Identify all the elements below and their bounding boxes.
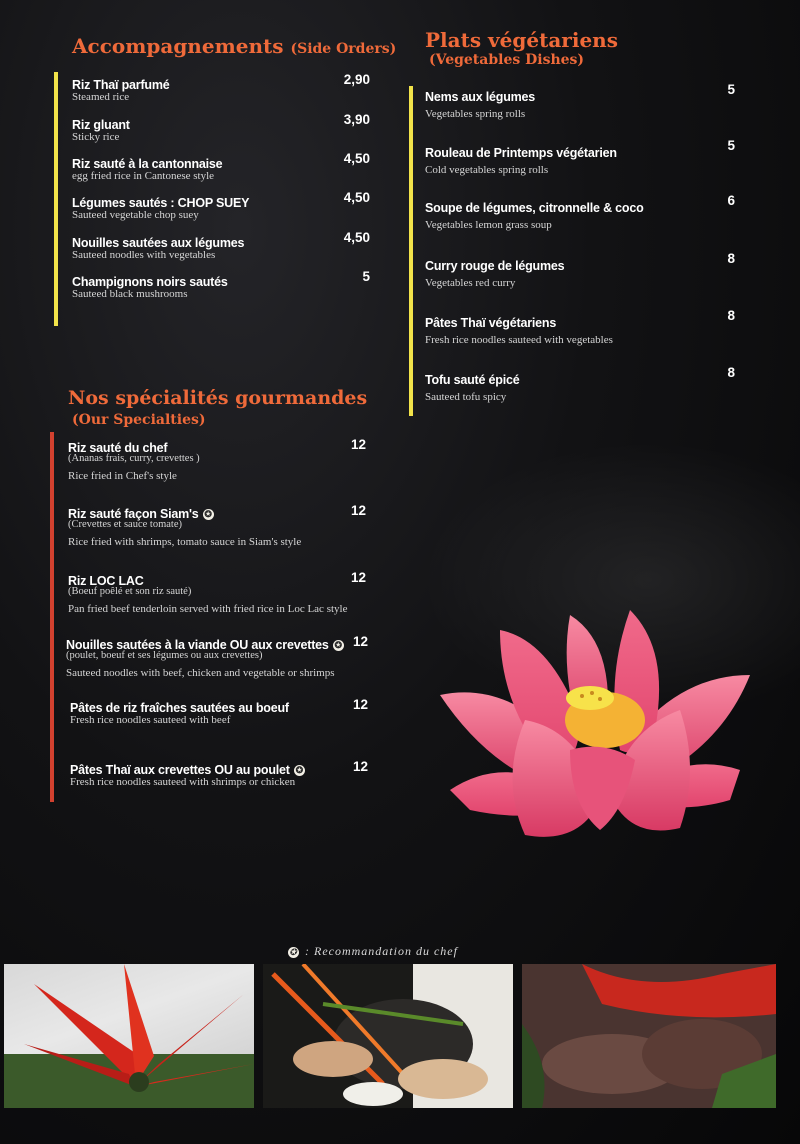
item-name: Soupe de légumes, citronnelle & coco: [425, 201, 644, 215]
item-description: Fresh rice noodles sauteed with vegetables: [425, 334, 613, 346]
item-name: Tofu sauté épicé: [425, 373, 520, 387]
item-description: Sauteed noodles with beef, chicken and vegetable or shrimps: [66, 667, 335, 679]
item-description: Steamed rice: [72, 91, 130, 103]
item-name: [70, 701, 289, 715]
menu-item: [425, 138, 745, 180]
menu-item: [66, 634, 386, 682]
photo-red-flower: [4, 964, 254, 1108]
item-description: Sauteed vegetable chop suey: [72, 209, 199, 221]
menu-item: [70, 697, 390, 745]
menu-item: [72, 230, 372, 266]
specialties-title: Nos spécialités gourmandes: [68, 387, 368, 409]
menu-item: [68, 570, 388, 618]
item-price: 12: [350, 437, 366, 452]
item-name-text: Pâtes Thaï aux crevettes OU au poulet: [70, 763, 290, 777]
item-name: Rouleau de Printemps végétarien: [425, 146, 617, 160]
chef-star-icon: ✪: [204, 509, 212, 520]
item-price: 2,90: [343, 72, 370, 87]
item-description: Sticky rice: [72, 131, 120, 143]
item-description: Sauteed tofu spicy: [425, 391, 507, 403]
item-description: Pan fried beef tenderloin served with fried rice in Loc Lac style: [68, 603, 348, 615]
item-price: 12: [352, 634, 368, 649]
legend-text: : Recommandation du chef: [305, 944, 458, 958]
item-price: 3,90: [343, 112, 370, 127]
item-price: 12: [352, 759, 368, 774]
item-description: Vegetables lemon grass soup: [425, 219, 552, 231]
item-description: Vegetables red curry: [425, 277, 516, 289]
item-description: Rice fried in Chef's style: [68, 470, 177, 482]
item-description: Cold vegetables spring rolls: [425, 164, 549, 176]
item-name-text: Riz sauté du chef: [68, 441, 168, 455]
menu-item: [72, 151, 372, 187]
item-price: 5: [362, 269, 370, 284]
photo-dish: [263, 964, 513, 1108]
chef-recommendation-legend: [288, 944, 458, 959]
item-price: 12: [350, 503, 366, 518]
chef-star-icon: ✪: [334, 640, 342, 651]
item-description: Sauteed black mushrooms: [72, 288, 188, 300]
item-description: Fresh rice noodles sauteed with beef: [70, 714, 231, 726]
menu-item: [72, 72, 372, 108]
item-detail: (Boeuf poêlé et son riz sauté): [68, 586, 192, 597]
side-orders-subtitle: (Side Orders): [290, 41, 397, 57]
menu-item: [72, 269, 372, 305]
item-name: Légumes sautés : CHOP SUEY: [72, 196, 250, 210]
lotus-flower-image: [430, 600, 760, 860]
item-name-text: Riz LOC LAC: [68, 574, 144, 588]
chef-star-icon: ✪: [295, 765, 303, 776]
item-price: 4,50: [343, 151, 370, 166]
menu-item: [72, 190, 372, 226]
item-name: [70, 763, 305, 777]
chef-star-icon: ✪: [289, 946, 298, 957]
item-description: Vegetables spring rolls: [425, 108, 526, 120]
specialties-subtitle: (Our Specialties): [72, 412, 206, 428]
item-name: Pâtes Thaï végétariens: [425, 316, 557, 330]
vegetarian-bar: [409, 86, 413, 416]
item-name-text: Riz sauté façon Siam's: [68, 507, 199, 521]
item-name: Riz sauté à la cantonnaise: [72, 157, 223, 171]
item-price: 8: [727, 251, 735, 266]
menu-item: [70, 759, 390, 807]
item-detail: (Crevettes et sauce tomate): [68, 519, 182, 530]
specialties-bar: [50, 432, 54, 802]
item-detail: (Ananas frais, curry, crevettes ): [68, 453, 200, 464]
menu-item: [68, 437, 388, 485]
item-price: 12: [350, 570, 366, 585]
item-price: 5: [727, 138, 735, 153]
side-orders-bar: [54, 72, 58, 326]
vegetarian-subtitle: (Vegetables Dishes): [429, 52, 585, 68]
item-price: 8: [727, 365, 735, 380]
menu-item: [425, 308, 745, 350]
menu-item: [425, 193, 745, 235]
item-price: 5: [727, 82, 735, 97]
side-orders-title: Accompagnements (Side Orders): [72, 34, 397, 58]
item-price: 8: [727, 308, 735, 323]
item-description: Sauteed noodles with vegetables: [72, 249, 216, 261]
item-price: 6: [727, 193, 735, 208]
item-detail: (poulet, boeuf et ses légumes ou aux crevettes): [66, 650, 263, 661]
vegetarian-title: Plats végétariens: [425, 28, 618, 52]
menu-item: [425, 82, 745, 124]
menu-item: [425, 251, 745, 293]
item-name: Champignons noirs sautés: [72, 275, 228, 289]
item-name: Nouilles sautées aux légumes: [72, 236, 245, 250]
item-name: Riz Thaï parfumé: [72, 78, 170, 92]
item-name: Nems aux légumes: [425, 90, 536, 104]
item-description: egg fried rice in Cantonese style: [72, 170, 215, 182]
item-price: 12: [352, 697, 368, 712]
menu-item: [72, 112, 372, 148]
item-name-text: Pâtes de riz fraîches sautées au boeuf: [70, 701, 289, 715]
item-name: Riz gluant: [72, 118, 130, 132]
item-price: 4,50: [343, 190, 370, 205]
item-name-text: Nouilles sautées à la viande OU aux crevettes: [66, 638, 329, 652]
menu-item: [68, 503, 388, 551]
item-description: Fresh rice noodles sauteed with shrimps or chicken: [70, 776, 296, 788]
menu-item: [425, 365, 745, 407]
photo-meat: [522, 964, 776, 1108]
item-price: 4,50: [343, 230, 370, 245]
item-description: Rice fried with shrimps, tomato sauce in Siam's style: [68, 536, 302, 548]
item-name: Curry rouge de légumes: [425, 259, 565, 273]
